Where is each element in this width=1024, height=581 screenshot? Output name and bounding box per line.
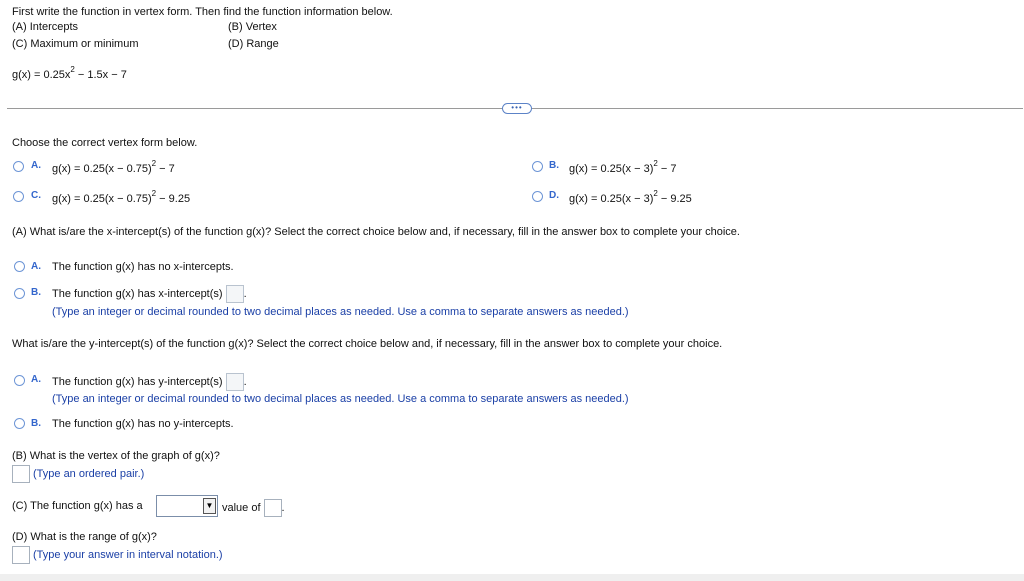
part-a-label: (A) Intercepts [12, 21, 79, 33]
option-text: The function g(x) has y-intercept(s) . [52, 373, 247, 391]
part-d-label: (D) Range [228, 38, 279, 50]
radio-button[interactable] [532, 191, 543, 202]
option-text: The function g(x) has no x-intercepts. [52, 261, 234, 273]
y-intercept-hint: (Type an integer or decimal rounded to two decimal places as needed. Use a comma to separate answers as needed.) [52, 393, 629, 405]
x-intercept-answer-box[interactable] [226, 285, 244, 303]
radio-button[interactable] [13, 161, 24, 172]
dropdown-arrow-icon[interactable]: ▼ [203, 498, 216, 514]
option-text: The function g(x) has x-intercept(s) . [52, 285, 247, 303]
vertex-answer-row [12, 465, 144, 483]
vertex-answer-box[interactable] [12, 465, 30, 483]
range-question: (D) What is the range of g(x)? [12, 531, 157, 543]
function-definition: $g(x) = 0.25x^2 - 1.5x - 7$ [12, 65, 127, 81]
option-text: The function g(x) has no y-intercepts. [52, 418, 234, 430]
radio-button[interactable] [14, 418, 25, 429]
radio-button[interactable] [14, 288, 25, 299]
maxmin-prefix: (C) The function g(x) has a [12, 500, 143, 512]
x-intercept-hint: (Type an integer or decimal rounded to two decimal places as needed. Use a comma to separate answers as needed.) [52, 306, 629, 318]
maxmin-dropdown[interactable] [156, 495, 218, 517]
maxmin-suffix: value of . [222, 499, 285, 517]
option-text: $g(x) = 0.25(x - 3)^2 - 9.25$ [569, 189, 692, 205]
vertex-form-question: Choose the correct vertex form below. [12, 137, 198, 149]
option-text: $g(x) = 0.25(x - 0.75)^2 - 7$ [52, 159, 175, 175]
x-intercept-question: (A) What is/are the x-intercept(s) of the function g(x)? Select the correct choice below and, if necessary, fill in the answer box to complete your choice. [12, 226, 740, 238]
y-intercept-question: What is/are the y-intercept(s) of the function g(x)? Select the correct choice below and, if necessary, fill in the answer box to complete your choice. [12, 338, 723, 350]
radio-button[interactable] [14, 375, 25, 386]
range-answer-box[interactable] [12, 546, 30, 564]
option-text: $g(x) = 0.25(x - 3)^2 - 7$ [569, 159, 677, 175]
option-text: $g(x) = 0.25(x - 0.75)^2 - 9.25$ [52, 189, 191, 205]
more-options-button[interactable]: ••• [502, 103, 532, 114]
part-b-label: (B) Vertex [228, 21, 277, 33]
maxmin-value-box[interactable] [264, 499, 282, 517]
radio-button[interactable] [14, 261, 25, 272]
part-c-label: (C) Maximum or minimum [12, 38, 139, 50]
bottom-bar [0, 574, 1024, 581]
range-answer-row [12, 546, 223, 564]
radio-button[interactable] [532, 161, 543, 172]
y-intercept-answer-box[interactable] [226, 373, 244, 391]
radio-button[interactable] [13, 191, 24, 202]
instruction-text: First write the function in vertex form. Then find the function information below. [12, 6, 393, 18]
range-hint: (Type your answer in interval notation.) [33, 548, 223, 561]
vertex-question: (B) What is the vertex of the graph of g(x)? [12, 450, 220, 462]
vertex-hint: (Type an ordered pair.) [33, 467, 145, 480]
